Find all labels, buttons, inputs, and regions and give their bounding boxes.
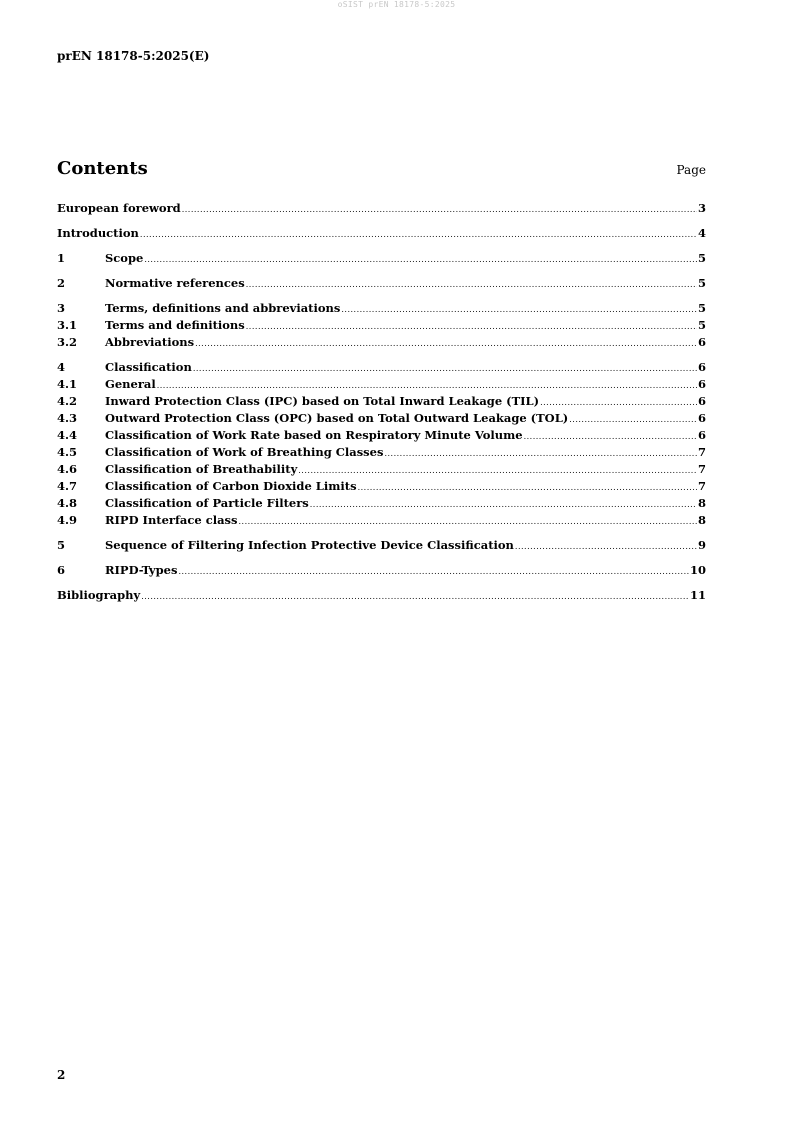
toc-entry-number: 4.6: [57, 462, 78, 476]
toc-entry-title: Classification of Particle Filters: [105, 496, 309, 510]
toc-entry-title: Bibliography: [57, 588, 141, 602]
toc-leader-dots: [238, 518, 697, 526]
toc-entry-title: Normative references: [105, 276, 245, 290]
toc-entry-number: 4.5: [57, 445, 78, 459]
toc-entry-number: 6: [57, 563, 66, 577]
toc-entry-number: 4.9: [57, 513, 78, 527]
toc-entry[interactable]: [57, 496, 706, 513]
toc-entry[interactable]: [57, 538, 706, 555]
toc-entry[interactable]: [57, 411, 706, 428]
toc-entry[interactable]: [57, 276, 706, 293]
toc-entry[interactable]: [57, 360, 706, 377]
toc-entry-number: 4.1: [57, 377, 78, 391]
page-title: Contents: [57, 158, 148, 179]
toc-entry[interactable]: [57, 201, 706, 218]
toc-entry-number: 3.1: [57, 318, 78, 332]
toc-entry-page: 8: [697, 496, 706, 510]
toc-leader-dots: [298, 467, 697, 475]
toc-entry-page: 6: [697, 360, 706, 374]
toc-entry-page: 7: [697, 462, 706, 476]
toc-leader-dots: [341, 306, 697, 314]
toc-entry-title: Terms and definitions: [105, 318, 245, 332]
toc-entry[interactable]: [57, 462, 706, 479]
toc-leader-dots: [540, 399, 697, 407]
toc-entry-page: 5: [697, 318, 706, 332]
toc-leader-dots: [141, 593, 689, 601]
toc-entry-page: 6: [697, 377, 706, 391]
toc-entry[interactable]: [57, 377, 706, 394]
table-of-contents: [57, 201, 706, 605]
toc-entry[interactable]: [57, 428, 706, 445]
toc-entry-title: Scope: [105, 251, 144, 265]
page-number: 2: [57, 1068, 66, 1082]
toc-entry-page: 8: [697, 513, 706, 527]
toc-entry-page: 9: [697, 538, 706, 552]
watermark-text: oSIST prEN 18178-5:2025: [337, 0, 456, 9]
toc-leader-dots: [140, 231, 697, 239]
toc-entry-page: 10: [689, 563, 706, 577]
toc-entry-number: 4: [57, 360, 66, 374]
toc-entry[interactable]: [57, 445, 706, 462]
toc-entry-page: 6: [697, 335, 706, 349]
toc-entry-page: 6: [697, 411, 706, 425]
toc-entry-page: 7: [697, 479, 706, 493]
toc-entry-title: Outward Protection Class (OPC) based on Total Outward Leakage (TOL): [105, 411, 569, 425]
toc-entry[interactable]: [57, 301, 706, 318]
toc-entry-page: 7: [697, 445, 706, 459]
toc-entry-title: Classification of Breathability: [105, 462, 298, 476]
toc-entry-page: 5: [697, 251, 706, 265]
toc-entry-page: 3: [697, 201, 706, 215]
toc-leader-dots: [246, 323, 697, 331]
toc-entry-title: RIPD-Types: [105, 563, 178, 577]
toc-entry[interactable]: [57, 588, 706, 605]
toc-entry-title: Terms, definitions and abbreviations: [105, 301, 341, 315]
toc-entry[interactable]: [57, 335, 706, 352]
toc-entry-title: Classification of Work of Breathing Classes: [105, 445, 384, 459]
toc-entry-page: 6: [697, 394, 706, 408]
toc-leader-dots: [195, 340, 697, 348]
toc-leader-dots: [569, 416, 697, 424]
toc-entry-number: 3: [57, 301, 66, 315]
toc-leader-dots: [310, 501, 697, 509]
toc-entry-title: Inward Protection Class (IPC) based on Total Inward Leakage (TIL): [105, 394, 540, 408]
toc-entry-number: 4.8: [57, 496, 78, 510]
toc-entry[interactable]: [57, 513, 706, 530]
toc-entry[interactable]: [57, 479, 706, 496]
toc-leader-dots: [178, 568, 689, 576]
document-id: prEN 18178-5:2025(E): [57, 49, 210, 63]
toc-leader-dots: [358, 484, 697, 492]
toc-entry-page: 6: [697, 428, 706, 442]
toc-leader-dots: [246, 281, 697, 289]
toc-entry[interactable]: [57, 394, 706, 411]
toc-entry-number: 2: [57, 276, 66, 290]
toc-entry-number: 5: [57, 538, 66, 552]
toc-entry[interactable]: [57, 318, 706, 335]
toc-entry-title: Abbreviations: [105, 335, 195, 349]
toc-entry-title: RIPD Interface class: [105, 513, 238, 527]
page-column-label: Page: [676, 163, 706, 177]
toc-leader-dots: [524, 433, 697, 441]
toc-leader-dots: [193, 365, 697, 373]
toc-entry-number: 3.2: [57, 335, 78, 349]
toc-entry-title: Introduction: [57, 226, 139, 240]
toc-entry-title: Classification of Carbon Dioxide Limits: [105, 479, 357, 493]
toc-entry-number: 1: [57, 251, 66, 265]
toc-entry-page: 11: [689, 588, 706, 602]
toc-entry[interactable]: [57, 563, 706, 580]
toc-entry-number: 4.3: [57, 411, 78, 425]
toc-entry-title: Classification: [105, 360, 192, 374]
toc-leader-dots: [157, 382, 697, 390]
toc-entry-number: 4.7: [57, 479, 78, 493]
toc-entry-number: 4.4: [57, 428, 78, 442]
toc-entry-title: General: [105, 377, 156, 391]
toc-leader-dots: [182, 206, 697, 214]
toc-entry-number: 4.2: [57, 394, 78, 408]
toc-leader-dots: [144, 256, 697, 264]
toc-entry-title: European foreword: [57, 201, 181, 215]
toc-entry-page: 5: [697, 276, 706, 290]
toc-entry-page: 5: [697, 301, 706, 315]
toc-leader-dots: [384, 450, 697, 458]
toc-entry[interactable]: [57, 251, 706, 268]
toc-leader-dots: [515, 543, 697, 551]
toc-entry-page: 4: [697, 226, 706, 240]
toc-entry-title: Sequence of Filtering Infection Protective Device Classification: [105, 538, 514, 552]
toc-entry-title: Classification of Work Rate based on Respiratory Minute Volume: [105, 428, 523, 442]
toc-entry[interactable]: [57, 226, 706, 243]
